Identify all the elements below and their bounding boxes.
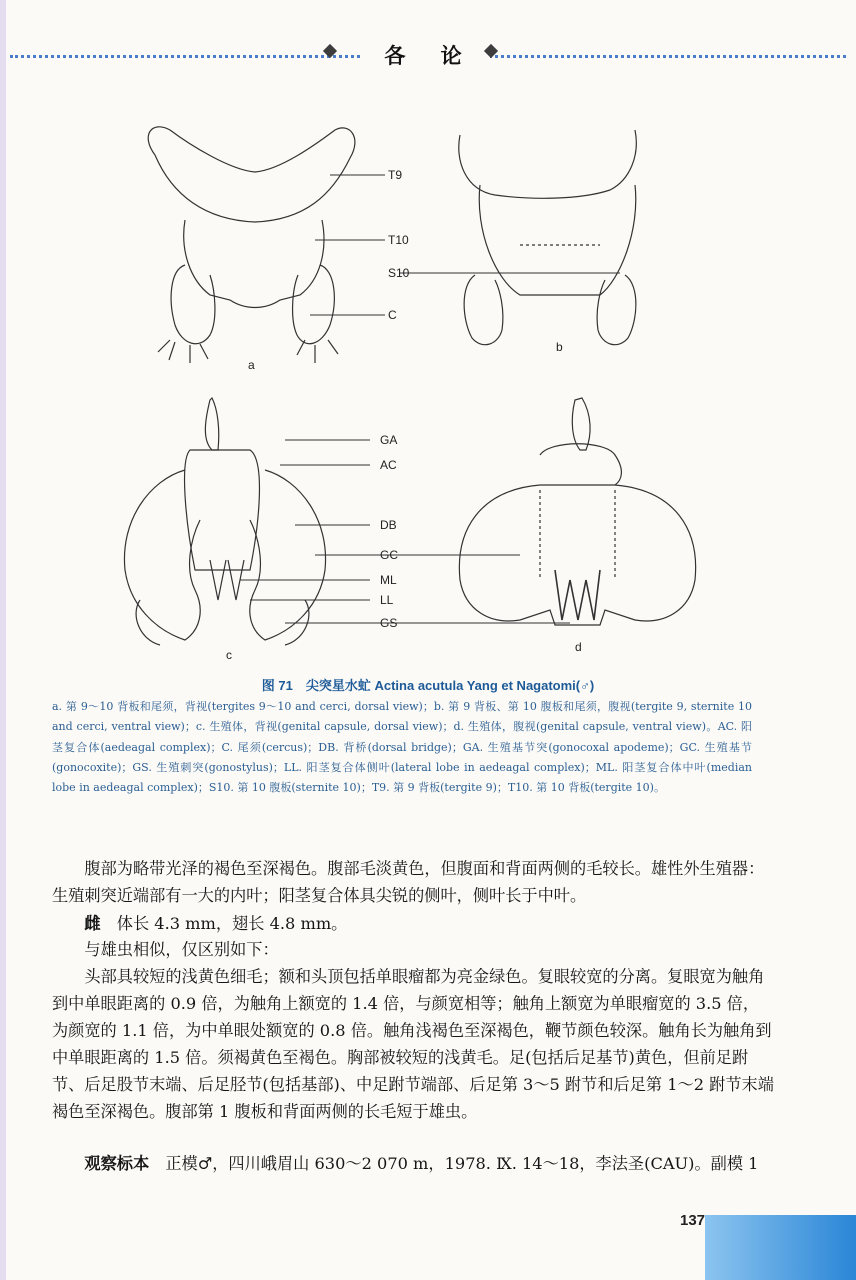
label-c-panel: c	[226, 648, 232, 662]
label-a: a	[248, 358, 255, 372]
label-b: b	[556, 340, 563, 354]
drawing-a-tergites	[148, 127, 355, 363]
label-ml: ML	[380, 573, 397, 587]
label-s10: S10	[388, 266, 410, 280]
label-gc: GC	[380, 548, 398, 562]
label-d: d	[575, 640, 582, 654]
body-paragraph-specimens	[52, 1150, 774, 1177]
label-ga: GA	[380, 433, 398, 447]
page-number: 137	[680, 1212, 706, 1229]
genitalia-drawings	[100, 100, 740, 670]
drawing-d-genital-capsule-ventral	[459, 398, 695, 625]
drawing-b-sternite	[459, 130, 637, 345]
specimens-heading: 观察标本	[84, 1154, 150, 1173]
drawing-c-genital-capsule-dorsal	[124, 398, 325, 645]
body-paragraph-female	[52, 910, 774, 937]
figure-71-illustration	[100, 100, 740, 670]
label-c: C	[388, 308, 397, 322]
body-paragraph-female-description: 头部具较短的浅黄色细毛；额和头顶包括单眼瘤都为亮金绿色。复眼较宽的分离。复眼宽为触角到中单眼距离的 0.9 倍，为触角上额宽的 1.4 倍，与颜宽相等；触角上额宽为单眼瘤宽的 3.5 倍，为颜宽的 1.1 倍，为中单眼处额宽的 0.8 倍。触角浅褐色至深褐色，鞭节颜色较深。触角长为触角到中单眼距离的 1.5 倍。须褐黄色至褐色。胸部被较短的浅黄毛。足(包括后足基节)黄色，但前足跗节、后足股节末端、后足胫节(包括基部)、中足跗节端部、后足第 3～5 跗节和后足第 1～2 跗节末端褐色至深褐色。腹部第 1 腹板和背面两侧的长毛短于雄虫。	[52, 967, 774, 1121]
left-margin-band	[0, 0, 6, 1280]
running-header	[0, 40, 856, 72]
label-gs: GS	[380, 616, 398, 630]
label-t9: T9	[388, 168, 403, 182]
specimens-text: 正模♂，四川峨眉山 630～2 070 m，1978. Ⅸ. 14～18，李法圣(CAU)。副模 1	[149, 1154, 759, 1173]
label-ac: AC	[380, 458, 397, 472]
label-leader-lines	[240, 175, 620, 623]
diamond-ornament-left	[323, 44, 337, 58]
label-t10: T10	[388, 233, 409, 247]
header-title: 各 论	[360, 40, 490, 70]
corner-color-block	[705, 1215, 856, 1280]
label-ll: LL	[380, 593, 394, 607]
figure-caption-title: 图 71 尖突星水虻 Actina acutula Yang et Nagatomi(♂)	[261, 678, 595, 693]
female-heading: 雌	[84, 914, 101, 933]
body-paragraph-similar: 与雄虫相似，仅区别如下：	[84, 940, 279, 959]
figure-caption-body: a. 第 9～10 背板和尾须，背视(tergites 9～10 and cerci, dorsal view)；b. 第 9 背板、第 10 腹板和尾须，腹视(tergite 9, sternite 10 and cerci, ventral view)；c. 生殖体，背视(genital capsule, dorsal view)；d. 生殖体，腹视(genital capsule, ventral view)。AC. 阳茎复合体(aedeagal complex)；C. 尾须(cercus)；DB. 背桥(dorsal bridge)；GA. 生殖基节突(gonocoxal apodeme)；GC. 生殖基节(gonocoxite)；GS. 生殖刺突(gonostylus)；LL. 阳茎复合体侧叶(lateral lobe in aedeagal complex)；ML. 阳茎复合体中叶(median lobe in aedeagal complex)；S10. 第 10 腹板(sternite 10)；T9. 第 9 背板(tergite 9)；T10. 第 10 背板(tergite 10)。	[52, 700, 752, 795]
body-paragraph-male-abdomen: 腹部为略带光泽的褐色至深褐色。腹部毛淡黄色，但腹面和背面两侧的毛较长。雄性外生殖器：生殖刺突近端部有一大的内叶；阳茎复合体具尖锐的侧叶，侧叶长于中叶。	[52, 859, 765, 905]
label-db: DB	[380, 518, 397, 532]
female-measurements: 体长 4.3 mm，翅长 4.8 mm。	[100, 914, 348, 933]
